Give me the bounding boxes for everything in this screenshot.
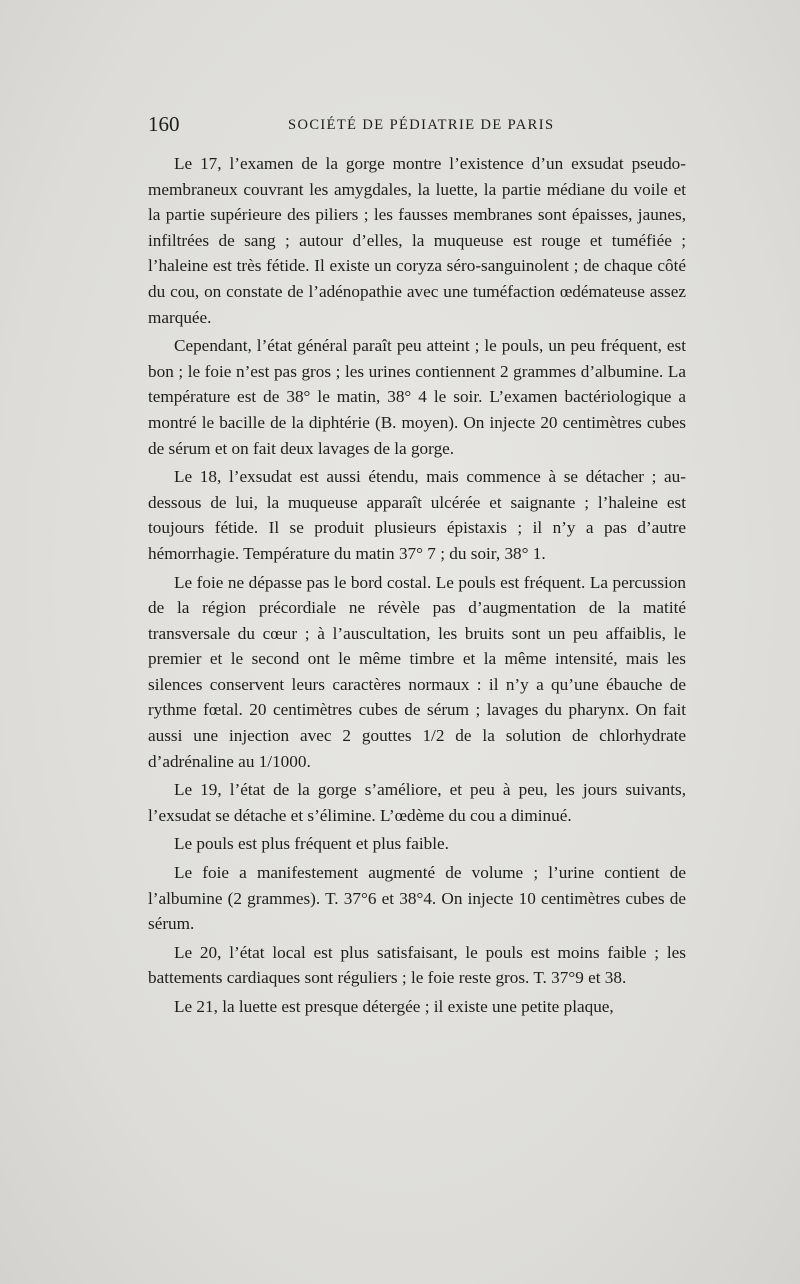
paragraph: Le 19, l’état de la gorge s’améliore, et peu à peu, les jours suivants, l’exsudat se détache et s’élimine. L’œdème du cou a diminué. bbox=[148, 780, 686, 825]
paragraph: Cependant, l’état général paraît peu atteint ; le pouls, un peu fréquent, est bon ; le foie n’est pas gros ; les urines contiennent 2 grammes d’albumine. La température est de 38° le matin, 38° 4 le soir. L’examen bactériologique a montré le bacille de la diphtérie (B. moyen). On injecte 20 centimètres cubes de sérum et on fait deux lavages de la gorge. bbox=[148, 336, 686, 458]
paragraph: Le 21, la luette est presque détergée ; il existe une petite plaque, bbox=[174, 997, 614, 1016]
body-text bbox=[148, 151, 686, 1023]
paragraph: Le pouls est plus fréquent et plus faible. bbox=[174, 834, 449, 854]
paragraph: Le 18, l’exsudat est aussi étendu, mais commence à se détacher ; au-dessous de lui, la muqueuse apparaît ulcérée et saignante ; l’haleine est toujours fétide. Il se produit plusieurs épistaxis ; il n’y a pas d’autre hémorrhagie. Température du matin 37° 7 ; du soir, 38° 1. bbox=[148, 467, 686, 563]
page-header bbox=[148, 112, 700, 142]
page-number: 160 bbox=[148, 112, 180, 136]
running-title: SOCIÉTÉ DE PÉDIATRIE DE PARIS bbox=[288, 117, 555, 133]
paragraph: Le 17, l’examen de la gorge montre l’existence d’un exsudat pseudo-membraneux couvrant les amygdales, la luette, la partie médiane du voile et la partie supérieure des piliers ; les fausses membranes sont épaisses, jaunes, infiltrées de sang ; autour d’elles, la muqueuse est rouge et tuméfiée ; l’haleine est très fétide. Il existe un coryza séro-sanguinolent ; de chaque côté du cou, on constate de l’adénopathie avec une tuméfaction œdémateuse assez marquée. bbox=[148, 154, 686, 327]
paragraph: Le 20, l’état local est plus satisfaisant, le pouls est moins faible ; les battements cardiaques sont réguliers ; le foie reste gros. T. 37°9 et 38. bbox=[148, 942, 686, 988]
paragraph: Le foie ne dépasse pas le bord costal. Le pouls est fréquent. La percussion de la région précordiale ne révèle pas d’augmentation de la matité transversale du cœur ; à l’auscultation, les bruits sont un peu affaiblis, le premier et le second ont le même timbre et la même intensité, mais les silences conservent leurs caractères normaux : il n’y a qu’une ébauche de rythme fœtal. 20 centimètres cubes de sérum ; lavages du pharynx. On fait aussi une injection avec 2 gouttes 1/2 de la solution de chlorhydrate d’adrénaline au 1/1000. bbox=[148, 572, 686, 771]
paragraph: Le foie a manifestement augmenté de volume ; l’urine contient de l’albumine (2 grammes). T. 37°6 et 38°4. On injecte 10 centimètres cubes de sérum. bbox=[148, 863, 686, 934]
